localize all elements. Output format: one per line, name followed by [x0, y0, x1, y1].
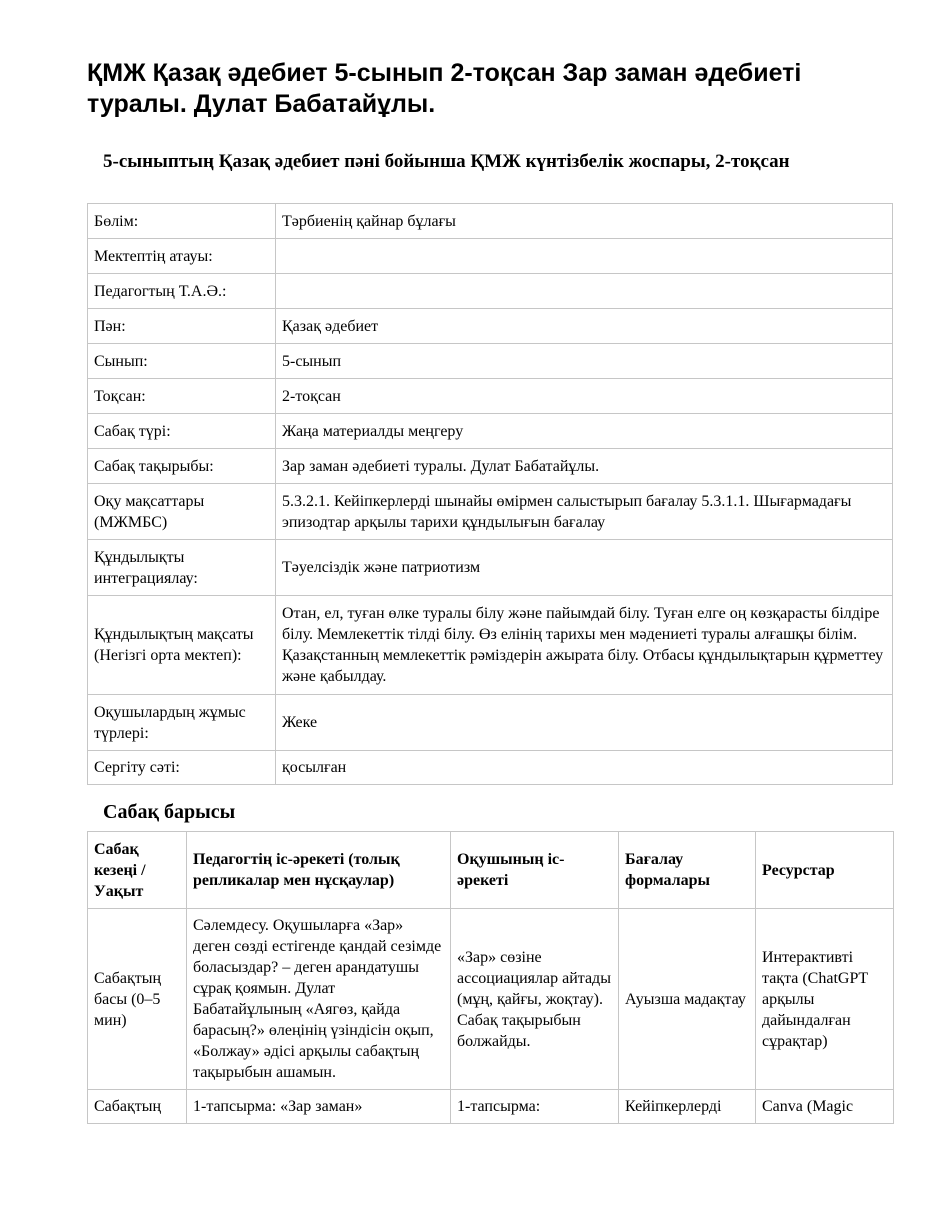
resources-cell: Canva (Magic	[756, 1090, 894, 1124]
student-activity-cell: «Зар» сөзіне ассоциациялар айтады (мұң, қайғы, жоқтау). Сабақ тақырыбын болжайды.	[451, 909, 619, 1090]
info-row	[88, 751, 893, 785]
document-title: ҚМЖ Қазақ әдебиет 5-сынып 2-тоқсан Зар заман әдебиеті туралы. Дулат Бабатайұлы.	[87, 59, 802, 118]
info-label: Сергіту сәті:	[88, 751, 276, 785]
info-value	[276, 239, 893, 274]
lesson-table-header-row	[88, 832, 894, 909]
info-label: Құндылықты интеграциялау:	[88, 540, 276, 596]
stage-cell: Сабақтың басы (0–5 мин)	[88, 909, 187, 1090]
info-label: Мектептің атауы:	[88, 239, 276, 274]
info-label: Оқушылардың жұмыс түрлері:	[88, 695, 276, 751]
info-row	[88, 379, 893, 414]
lesson-info-table	[87, 203, 893, 785]
assessment-cell: Кейіпкерлерді	[619, 1090, 756, 1124]
lesson-flow-table	[87, 831, 894, 1124]
lesson-row	[88, 1090, 894, 1124]
resources-cell: Интерактивті тақта (ChatGPT арқылы дайындалған сұрақтар)	[756, 909, 894, 1090]
teacher-activity-cell: 1-тапсырма: «Зар заман»	[187, 1090, 451, 1124]
header-resources: Ресурстар	[756, 832, 894, 909]
info-label: Тоқсан:	[88, 379, 276, 414]
info-label: Сабақ түрі:	[88, 414, 276, 449]
info-value: 5-сынып	[276, 344, 893, 379]
info-row	[88, 414, 893, 449]
info-value: қосылған	[276, 751, 893, 785]
header-student-activity: Оқушының іс-әрекеті	[451, 832, 619, 909]
info-row	[88, 695, 893, 751]
info-label: Құндылықтың мақсаты (Негізгі орта мектеп):	[88, 596, 276, 695]
info-value: Тәуелсіздік және патриотизм	[276, 540, 893, 596]
info-label: Пән:	[88, 309, 276, 344]
info-value: 5.3.2.1. Кейіпкерлерді шынайы өмірмен салыстырып бағалау 5.3.1.1. Шығармадағы эпизодтар арқылы тарихи құндылығын бағалау	[276, 484, 893, 540]
stage-cell: Сабақтың	[88, 1090, 187, 1124]
info-row	[88, 344, 893, 379]
info-row	[88, 596, 893, 695]
plan-heading: 5-сыныптың Қазақ әдебиет пәні бойынша ҚМЖ күнтізбелік жоспары, 2-тоқсан	[103, 151, 790, 172]
assessment-cell: Ауызша мадақтау	[619, 909, 756, 1090]
info-row	[88, 449, 893, 484]
header-teacher-activity: Педагогтің іс-әрекеті (толық репликалар мен нұсқаулар)	[187, 832, 451, 909]
info-row	[88, 204, 893, 239]
lesson-flow-heading: Сабақ барысы	[103, 801, 236, 823]
teacher-activity-cell: Сәлемдесу. Оқушыларға «Зар» деген сөзді естігенде қандай сезімде боласыздар? – деген арандатушы сұрақ қоямын. Дулат Бабатайұлының «Аягөз, қайда барасың?» өлеңінің үзіндісін оқып, «Болжау» әдісі арқылы сабақтың тақырыбын ашамын.	[187, 909, 451, 1090]
info-label: Бөлім:	[88, 204, 276, 239]
info-row	[88, 484, 893, 540]
info-label: Педагогтың Т.А.Ә.:	[88, 274, 276, 309]
info-value: Жеке	[276, 695, 893, 751]
header-stage: Сабақ кезеңі / Уақыт	[88, 832, 187, 909]
lesson-row	[88, 909, 894, 1090]
header-assessment: Бағалау формалары	[619, 832, 756, 909]
info-row	[88, 274, 893, 309]
info-value: Отан, ел, туған өлке туралы білу және пайымдай білу. Туған елге оң көзқарасты білдіре білу. Мемлекеттік тілді білу. Өз елінің тарихы мен мәдениеті туралы алғашқы білім. Қазақстанның мемлекеттік рәміздерін ажырата білу. Отбасы құндылықтарын құрметтеу және қабылдау.	[276, 596, 893, 695]
info-label: Оқу мақсаттары (МЖМБС)	[88, 484, 276, 540]
info-value: Қазақ әдебиет	[276, 309, 893, 344]
student-activity-cell: 1-тапсырма:	[451, 1090, 619, 1124]
info-value: Зар заман әдебиеті туралы. Дулат Бабатайұлы.	[276, 449, 893, 484]
info-value: Жаңа материалды меңгеру	[276, 414, 893, 449]
info-row	[88, 239, 893, 274]
info-value: Тәрбиенің қайнар бұлағы	[276, 204, 893, 239]
info-label: Сынып:	[88, 344, 276, 379]
info-row	[88, 309, 893, 344]
info-label: Сабақ тақырыбы:	[88, 449, 276, 484]
info-value	[276, 274, 893, 309]
info-row	[88, 540, 893, 596]
info-value: 2-тоқсан	[276, 379, 893, 414]
